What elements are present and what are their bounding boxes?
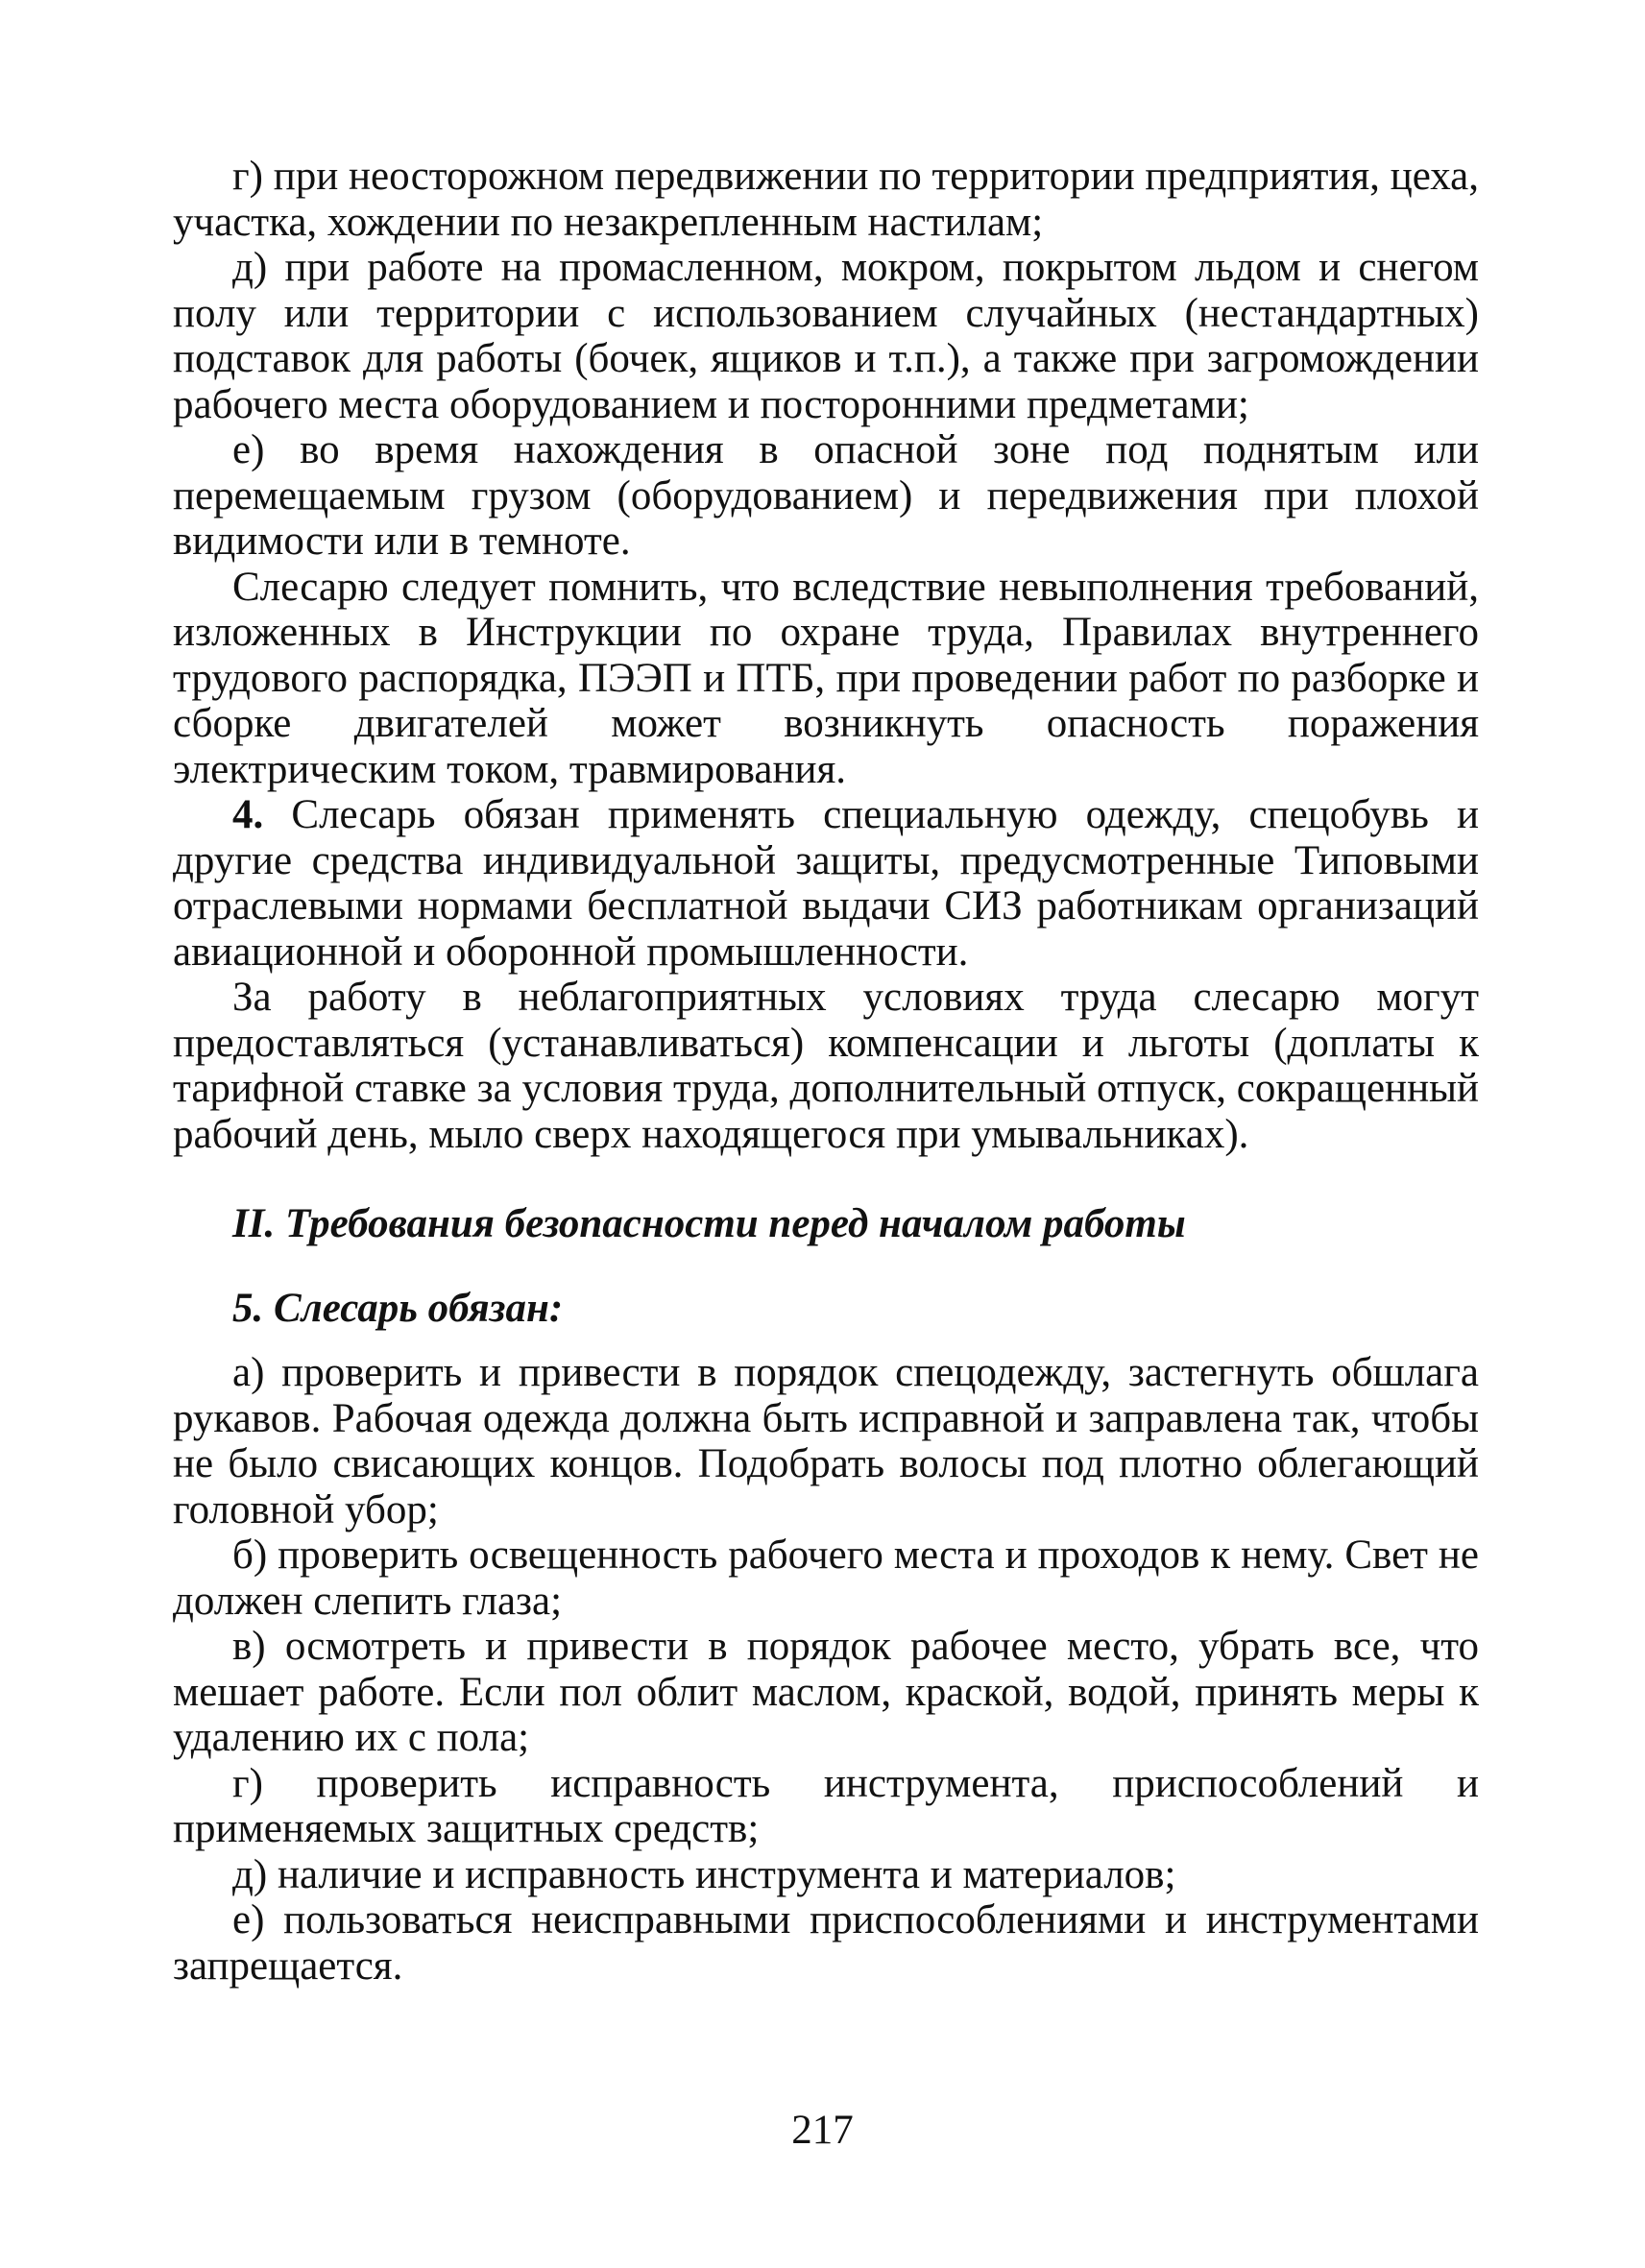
list-item-a: а) проверить и привести в порядок спецодежду, застегнуть обшлага рукавов. Рабочая одежда должна быть исправной и заправлена так, чтобы не было свисающих концов. Подобрать волосы под плотно облегающий головной убор; [173,1350,1479,1532]
list-item-v: в) осмотреть и привести в порядок рабочее место, убрать все, что мешает работе. Если пол облит маслом, краской, водой, принять меры к удалению их с пола; [173,1624,1479,1760]
list-item-g: г) проверить исправность инструмента, приспособлений и применяемых защитных средств; [173,1760,1479,1851]
paragraph-4 [173,792,1479,975]
paragraph-4-text: Слесарь обязан применять специальную одежду, спецобувь и другие средства индивидуальной защиты, предусмотренные Типовыми отраслевыми нормами бесплатной выдачи СИЗ работникам организаций авиационной и оборонной промышленности. [173,792,1479,975]
page-number: 217 [791,2108,854,2153]
list-item-e: е) пользоваться неисправными приспособлениями и инструментами запрещается. [173,1897,1479,1989]
paragraph-item-g: г) при неосторожном передвижении по территории предприятия, цеха, участка, хождении по незакрепленным настилам; [173,154,1479,245]
section-subheading: 5. Слесарь обязан: [232,1285,564,1331]
list-item-d: д) наличие и исправность инструмента и материалов; [232,1851,1176,1897]
section-heading: II. Требования безопасности перед началом работы [232,1201,1186,1246]
page-body [173,154,1479,1989]
paragraph-4-number: 4. [232,792,264,837]
paragraph-item-d: д) при работе на промасленном, мокром, покрытом льдом и снегом полу или территории с использованием случайных (нестандартных) подставок для работы (бочек, ящиков и т.п.), а также при загромождении рабочего места оборудованием и посторонними предметами; [173,245,1479,427]
paragraph-warning: Слесарю следует помнить, что вследствие невыполнения требований, изложенных в Инструкции по охране труда, Правилах внутреннего трудового распорядка, ПЭЭП и ПТБ, при проведении работ по разборке и сборке двигателей может возникнуть опасность поражения электрическим током, травмирования. [173,564,1479,792]
paragraph-compensation: За работу в неблагоприятных условиях труда слесарю могут предоставляться (устанавливаться) компенсации и льготы (доплаты к тарифной ставке за условия труда, дополнительный отпуск, сокращенный рабочий день, мыло сверх находящегося при умывальниках). [173,975,1479,1157]
paragraph-item-e: е) во время нахождения в опасной зоне под поднятым или перемещаемым грузом (оборудованием) и передвижения при плохой видимости или в темноте. [173,427,1479,564]
list-item-b: б) проверить освещенность рабочего места и проходов к нему. Свет не должен слепить глаза; [173,1532,1479,1624]
